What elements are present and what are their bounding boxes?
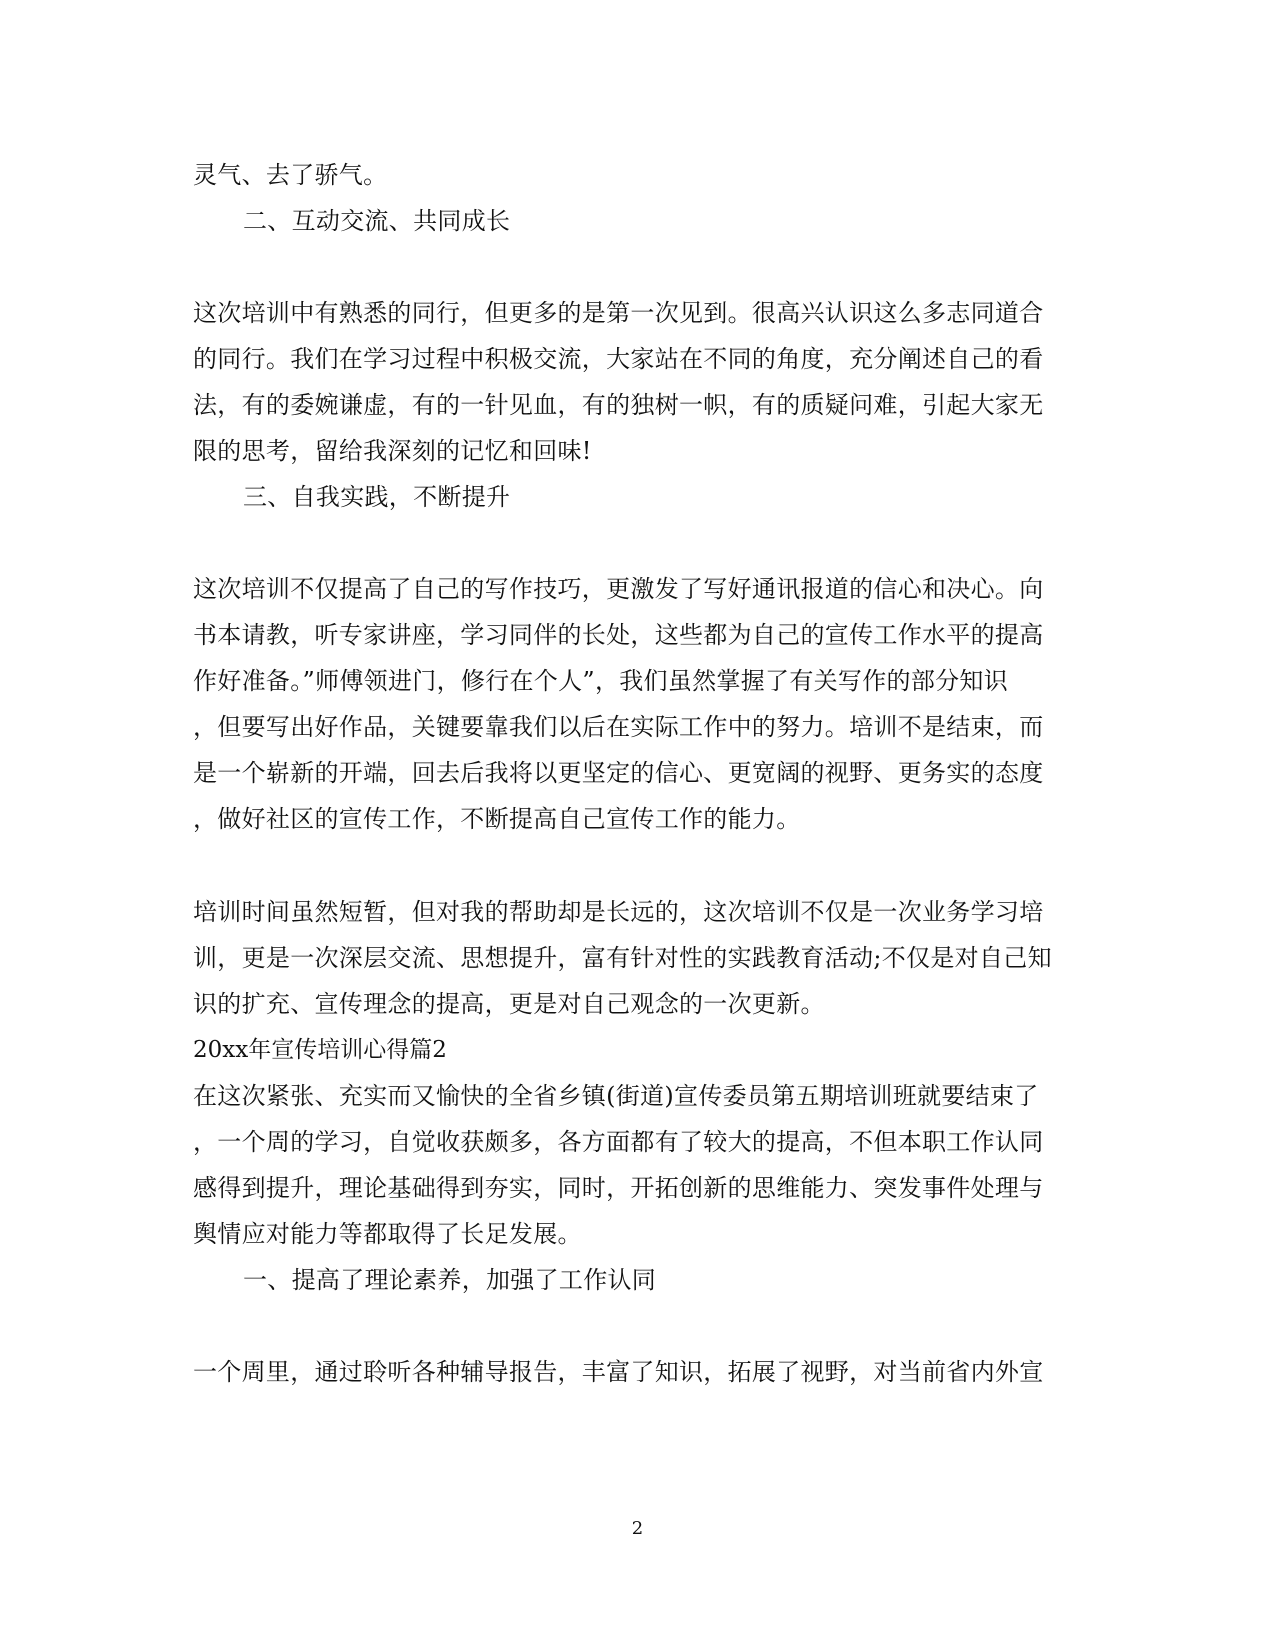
- text-line: 作好准备。”师傅领进门，修行在个人”，我们虽然掌握了有关写作的部分知识: [193, 667, 1009, 695]
- text-line: 识的扩充、宣传理念的提高，更是对自己观念的一次更新。: [193, 990, 825, 1018]
- article-title: 20xx年宣传培训心得篇2: [193, 1037, 447, 1063]
- text-line: ，做好社区的宣传工作，不断提高自己宣传工作的能力。: [193, 805, 801, 833]
- text-line: 这次培训中有熟悉的同行，但更多的是第一次见到。很高兴认识这么多志同道合: [193, 299, 1044, 327]
- text-line: 法，有的委婉谦虚，有的一针见血，有的独树一帜，有的质疑问难，引起大家无: [193, 391, 1044, 419]
- text-line: 是一个崭新的开端，回去后我将以更坚定的信心、更宽阔的视野、更务实的态度: [193, 759, 1044, 787]
- section-heading: 三、自我实践，不断提升: [243, 483, 511, 511]
- text-line: 在这次紧张、充实而又愉快的全省乡镇(街道)宣传委员第五期培训班就要结束了: [193, 1082, 1039, 1110]
- text-line: 书本请教，听专家讲座，学习同伴的长处，这些都为自己的宣传工作水平的提高: [193, 621, 1044, 649]
- text-line: ，但要写出好作品，关键要靠我们以后在实际工作中的努力。培训不是结束，而: [193, 713, 1044, 741]
- section-heading: 一、提高了理论素养，加强了工作认同: [243, 1266, 657, 1294]
- text-line: 限的思考，留给我深刻的记忆和回味!: [193, 437, 592, 465]
- text-line: 培训时间虽然短暂，但对我的帮助却是长远的，这次培训不仅是一次业务学习培: [193, 898, 1044, 926]
- section-heading: 二、互动交流、共同成长: [243, 207, 511, 235]
- text-line: 一个周里，通过聆听各种辅导报告，丰富了知识，拓展了视野，对当前省内外宣: [193, 1358, 1044, 1386]
- text-line: 灵气、去了骄气。: [193, 161, 388, 189]
- text-line: 训，更是一次深层交流、思想提升，富有针对性的实践教育活动;不仅是对自己知: [193, 944, 1052, 972]
- text-line: 的同行。我们在学习过程中积极交流，大家站在不同的角度，充分阐述自己的看: [193, 345, 1044, 373]
- text-line: ，一个周的学习，自觉收获颇多，各方面都有了较大的提高，不但本职工作认同: [193, 1128, 1044, 1156]
- text-line: 这次培训不仅提高了自己的写作技巧，更激发了写好通讯报道的信心和决心。向: [193, 575, 1044, 603]
- text-line: 感得到提升，理论基础得到夯实，同时，开拓创新的思维能力、突发事件处理与: [193, 1174, 1044, 1202]
- text-line: 舆情应对能力等都取得了长足发展。: [193, 1220, 582, 1248]
- page-number: 2: [631, 1518, 644, 1539]
